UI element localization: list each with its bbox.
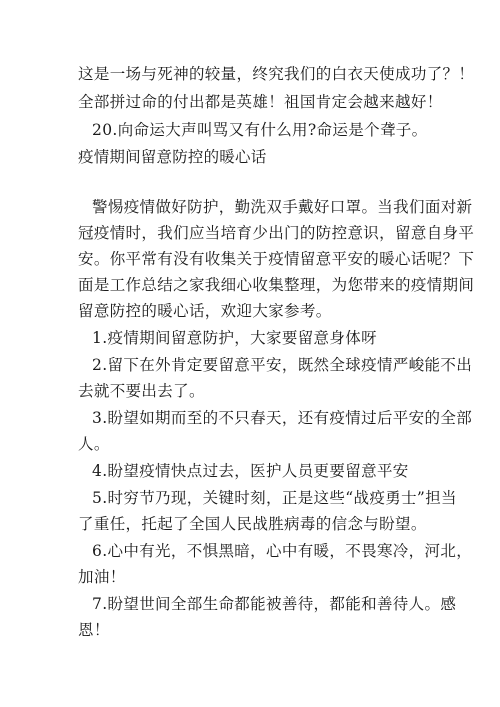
list-item-continuation: 加油！ xyxy=(78,568,126,586)
intro-line: 面是工作总结之家我细心收集整理，为您带来的疫情期间 xyxy=(78,276,475,294)
intro-line: 留意防控的暖心话，欢迎大家参考。 xyxy=(78,302,332,320)
text-line: 全部拼过命的付出都是英雄！祖国肯定会越来越好！ xyxy=(78,93,443,111)
intro-line: 安。你平常有没有收集关于疫情留意平安的暖心话呢？下 xyxy=(78,250,475,268)
intro-line: 警惕疫情做好防护，勤洗双手戴好口罩。当我们面对新 xyxy=(92,198,473,216)
list-item: 1.疫情期间留意防护，大家要留意身体呀 xyxy=(92,329,377,347)
list-item: 7.盼望世间全部生命都能被善待，都能和善待人。感 xyxy=(92,595,457,613)
intro-line: 冠疫情时，我们应当培育少出门的防控意识，留意自身平 xyxy=(78,224,475,242)
list-item: 6.心中有光，不惧黑暗，心中有暖，不畏寒冷，河北， xyxy=(92,542,473,560)
list-item: 3.盼望如期而至的不只春天，还有疫情过后平安的全部 xyxy=(92,409,473,427)
section-title: 疫情期间留意防控的暖心话 xyxy=(78,148,267,166)
text-line: 这是一场与死神的较量，终究我们的白衣天使成功了？！ xyxy=(78,65,475,83)
list-item: 2.留下在外肯定要留意平安，既然全球疫情严峻能不出 xyxy=(92,356,473,374)
list-item-20: 20.向命运大声叫骂又有什么用?命运是个聋子。 xyxy=(92,121,428,139)
list-item-continuation: 人。 xyxy=(78,435,110,453)
list-item-continuation: 了重任，托起了全国人民战胜病毒的信念与盼望。 xyxy=(78,515,427,533)
list-item: 5.时穷节乃现，关键时刻，正是这些“战疫勇士”担当 xyxy=(92,489,457,507)
list-item-continuation: 去就不要出去了。 xyxy=(78,382,205,400)
list-item-continuation: 恩！ xyxy=(78,621,110,639)
list-item: 4.盼望疫情快点过去，医护人员更要留意平安 xyxy=(92,462,409,480)
